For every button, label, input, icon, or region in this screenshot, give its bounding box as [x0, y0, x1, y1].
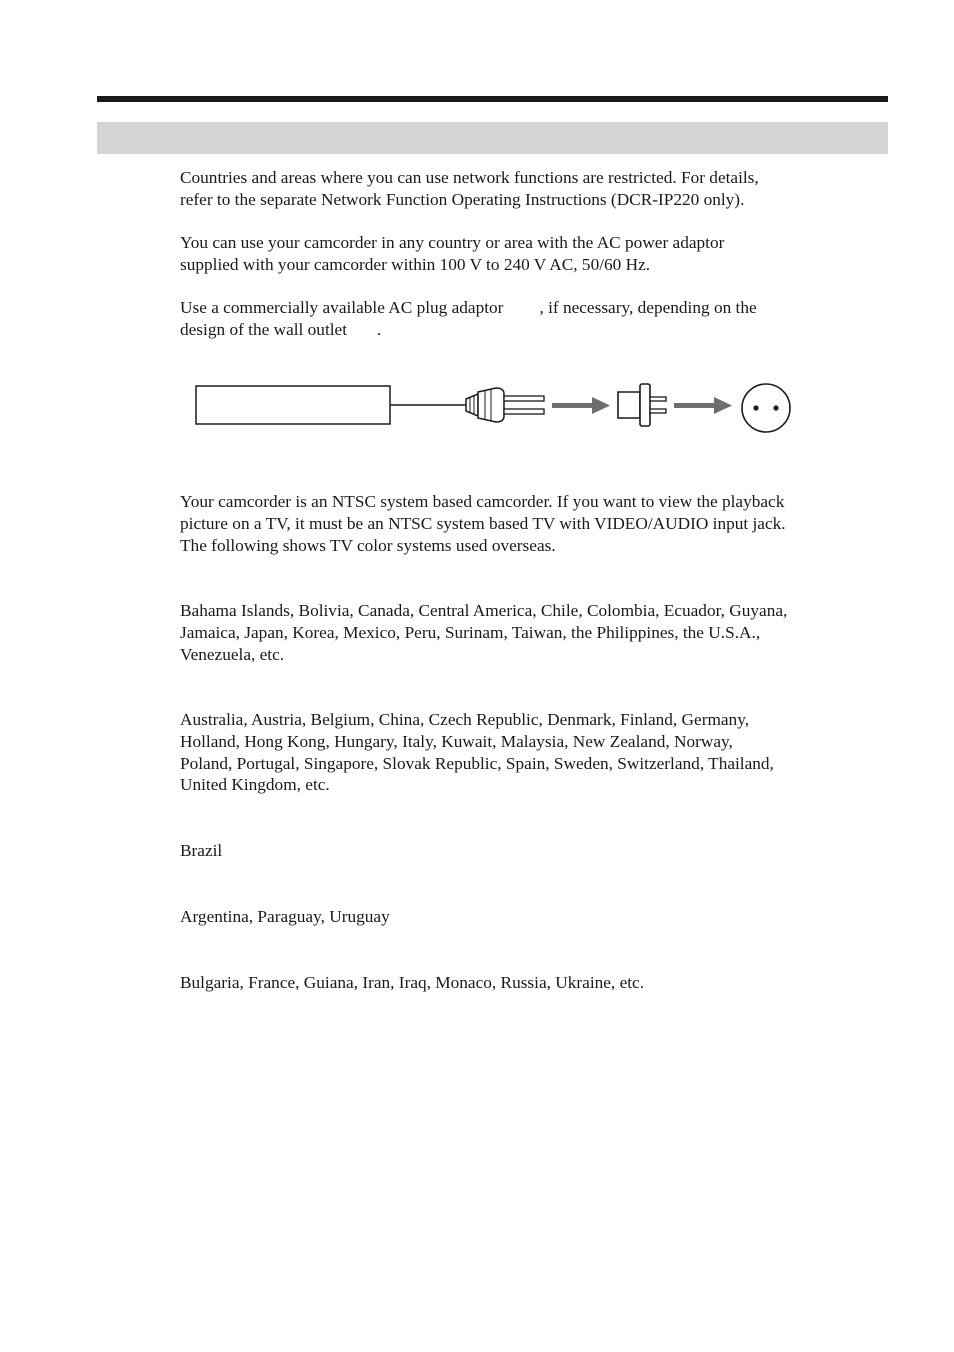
ntsc-countries-line-2: Jamaica, Japan, Korea, Mexico, Peru, Surinam, Taiwan, the Philippines, the U.S.A., [180, 622, 761, 642]
ac-adaptor-box [196, 386, 390, 424]
power-note-line-1: You can use your camcorder in any country or area with the AC power adaptor [180, 233, 725, 252]
pal-m-countries-line-1: Brazil [180, 841, 223, 860]
power-plug-icon [466, 388, 544, 422]
pal-countries-line-1: Australia, Austria, Belgium, China, Czech Republic, Denmark, Finland, Germany, [180, 710, 750, 729]
ntsc-countries-line-1: Bahama Islands, Bolivia, Canada, Central America, Chile, Colombia, Ecuador, Guyana, [180, 601, 788, 620]
arrow-right-icon [674, 397, 732, 414]
plug-note-line-1 [180, 297, 890, 319]
pal-countries-line-4: United Kingdom, etc. [180, 775, 330, 795]
pal-countries-line-3: Poland, Portugal, Singapore, Slovak Republic, Spain, Sweden, Switzerland, Thailand, [180, 753, 774, 773]
network-note-line-1: Countries and areas where you can use network functions are restricted. For details, [180, 168, 759, 187]
plug-note-line-1-a: Use a commercially available AC plug adaptor [180, 298, 504, 317]
ntsc-note-line-1: Your camcorder is an NTSC system based camcorder. If you want to view the playback [180, 492, 785, 511]
plug-adaptor-icon [618, 384, 666, 426]
pal-countries-line-2: Holland, Hong Kong, Hungary, Italy, Kuwait, Malaysia, New Zealand, Norway, [180, 731, 733, 751]
ntsc-countries [180, 600, 890, 665]
ntsc-countries-line-3: Venezuela, etc. [180, 644, 285, 664]
power-note-line-2: supplied with your camcorder within 100 V to 240 V AC, 50/60 Hz. [180, 254, 651, 274]
arrow-right-icon [552, 397, 610, 414]
plug-note-line-1-b: , if necessary, depending on the [539, 298, 757, 317]
pal-m-countries [180, 840, 890, 862]
secam-countries-line-1: Bulgaria, France, Guiana, Iran, Iraq, Monaco, Russia, Ukraine, etc. [180, 973, 645, 992]
pal-n-countries-line-1: Argentina, Paraguay, Uruguay [180, 907, 390, 926]
section-heading-band [97, 122, 888, 154]
network-note-line-2: refer to the separate Network Function Operating Instructions (DCR-IP220 only). [180, 189, 745, 209]
top-rule [97, 96, 888, 102]
wall-outlet-icon [742, 384, 790, 432]
ntsc-note [180, 491, 890, 556]
plug-note-line-2-b: . [377, 319, 382, 339]
plug-adaptor-diagram [190, 378, 800, 442]
power-note [180, 232, 890, 276]
ntsc-note-line-3: The following shows TV color systems used overseas. [180, 535, 556, 555]
plug-note-line-2-a: design of the wall outlet [180, 319, 348, 339]
pal-countries [180, 709, 890, 796]
plug-note [180, 297, 890, 341]
secam-countries [180, 972, 890, 994]
plug-note-line-2 [180, 319, 890, 341]
ntsc-note-line-2: picture on a TV, it must be an NTSC system based TV with VIDEO/AUDIO input jack. [180, 513, 786, 533]
pal-n-countries [180, 906, 890, 928]
network-note [180, 167, 890, 211]
